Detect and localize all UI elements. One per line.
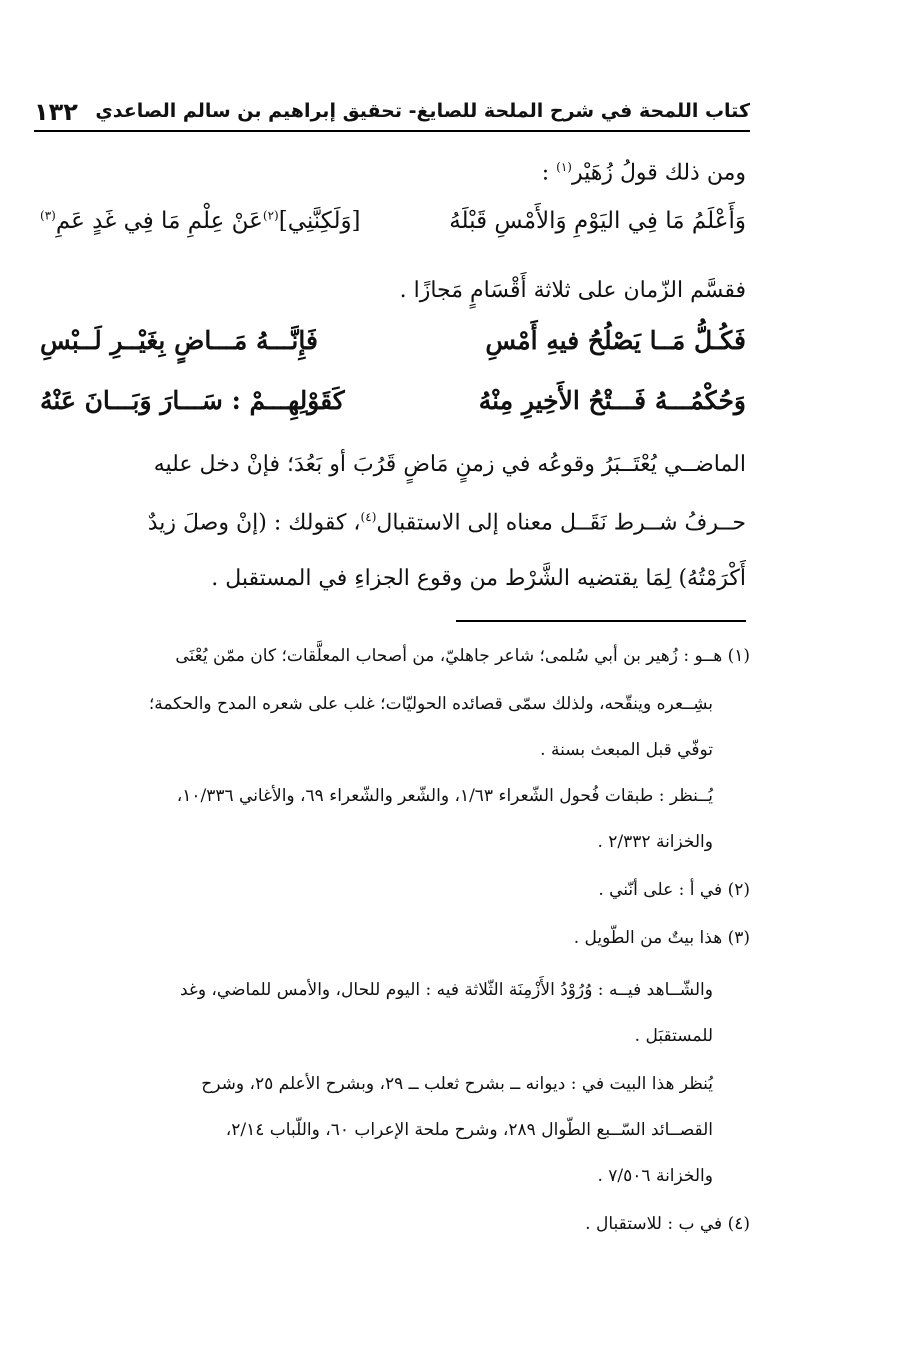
book-title: كتاب اللمحة في شرح الملحة للصايغ- تحقيق إبراهيم بن سالم الصاعدي bbox=[95, 100, 750, 122]
verse2-first-hemistich: فَكُـلُّ مَــا يَصْلُحُ فيهِ أَمْسِ bbox=[485, 326, 746, 355]
para-line-3: أَكْرَمْتُهُ) لِمَا يقتضيه الشَّرْط من وقوع الجزاءِ في المستقبل . bbox=[211, 566, 746, 591]
footnote-1-line-3: توفّي قبل المبعث بسنة . bbox=[540, 740, 713, 760]
division-line: فقسَّم الزّمان على ثلاثة أَقْسَامٍ مَجازًا . bbox=[399, 278, 746, 303]
para2-text-a: حــرفُ شــرط نَقَــل معناه إلى الاستقبال bbox=[376, 510, 746, 536]
header-rule bbox=[34, 130, 750, 132]
intro-text: ومن ذلك قولُ زُهَيْر bbox=[571, 160, 746, 186]
verse-poem-2 bbox=[40, 386, 746, 438]
footnote-3-line-4: يُنظر هذا البيت في : ديوانه ــ بشرح ثعلب ــ ٢٩، وبشرح الأعلم ٢٥، وشرح bbox=[201, 1074, 713, 1094]
footnote-3-line-5: القصــائد السّــبع الطّوال ٢٨٩، وشرح ملحة الإعراب ٦٠، واللّباب ٢/١٤، bbox=[225, 1120, 713, 1140]
footnote-4: (٤) في ب : للاستقبال . bbox=[585, 1214, 750, 1234]
footnote-ref-2: (٢) bbox=[262, 208, 279, 223]
verse1-bracket-word: [وَلَكِنَّنِي] bbox=[278, 208, 361, 234]
verse2-second-hemistich: فَإِنَّـــهُ مَـــاضٍ بِغَيْــرِ لَــبْسِ bbox=[40, 326, 318, 355]
verse1-first-hemistich: وَأَعْلَمُ مَا فِي اليَوْمِ وَالأَمْسِ قَبْلَهُ bbox=[449, 208, 746, 234]
verse3-first-hemistich: وَحُكْمُـــهُ فَـــتْحُ الأَخِيرِ مِنْهُ bbox=[478, 386, 746, 415]
footnote-3-line-6: والخزانة ٧/٥٠٦ . bbox=[597, 1166, 713, 1186]
para2-text-b: ، كقولك : (إنْ وصلَ زيدٌ bbox=[147, 510, 361, 536]
footnote-2: (٢) في أ : على أنّني . bbox=[598, 880, 750, 900]
verse1-second-text: عَنْ عِلْمِ مَا فِي غَدٍ عَمِ bbox=[55, 208, 263, 234]
verse-zuhayr bbox=[40, 208, 746, 260]
verse3-second-hemistich: كَقَوْلِهِـــمْ : سَـــارَ وَبَـــانَ عَنْهُ bbox=[40, 386, 345, 415]
footnote-3-line-3: للمستقبَل . bbox=[634, 1026, 713, 1046]
footnote-1-line-2: بشِــعره وينقّحه، ولذلك سمّى قصائده الحوليّات؛ غلب على شعره المدح والحكمة؛ bbox=[148, 694, 713, 714]
footnote-rule bbox=[456, 620, 746, 622]
footnote-1-line-1: (١) هــو : زُهير بن أبي سُلمى؛ شاعر جاهليّ، من أصحاب المعلَّقات؛ كان ممّن يُعْنَى bbox=[175, 646, 750, 666]
para-line-1: الماضــي يُعْتَــبَرُ وقوعُه في زمنٍ مَاضٍ قَرُبَ أو بَعُدَ؛ فإنْ دخل عليه bbox=[153, 452, 746, 477]
footnote-3-line-2: والشّــاهد فيــه : وُرُوْدُ الأَزْمِنَة الثّلاثة فيه : اليوم للحال، والأمس للماضي، وغد bbox=[180, 980, 713, 1000]
intro-line bbox=[40, 160, 746, 185]
running-header bbox=[34, 96, 750, 132]
page-number: ١٣٢ bbox=[34, 98, 78, 126]
footnote-1-line-5: والخزانة ٢/٣٣٢ . bbox=[597, 832, 713, 852]
footnote-1-line-4: يُــنظر : طبقات فُحول الشّعراء ١/٦٣، والشّعر والشّعراء ٦٩، والأغاني ١٠/٣٣٦، bbox=[176, 786, 713, 806]
footnote-ref-3: (٣) bbox=[40, 208, 56, 223]
intro-end: : bbox=[541, 160, 557, 186]
footnote-ref-4: (٤) bbox=[360, 510, 377, 524]
para-line-2 bbox=[40, 510, 746, 535]
verse-poem-1 bbox=[40, 326, 746, 378]
verse1-second-hemistich bbox=[40, 208, 370, 234]
footnote-ref-1: (١) bbox=[556, 160, 572, 174]
footnote-3-line-1: (٣) هذا بيتٌ من الطّويل . bbox=[573, 928, 750, 948]
